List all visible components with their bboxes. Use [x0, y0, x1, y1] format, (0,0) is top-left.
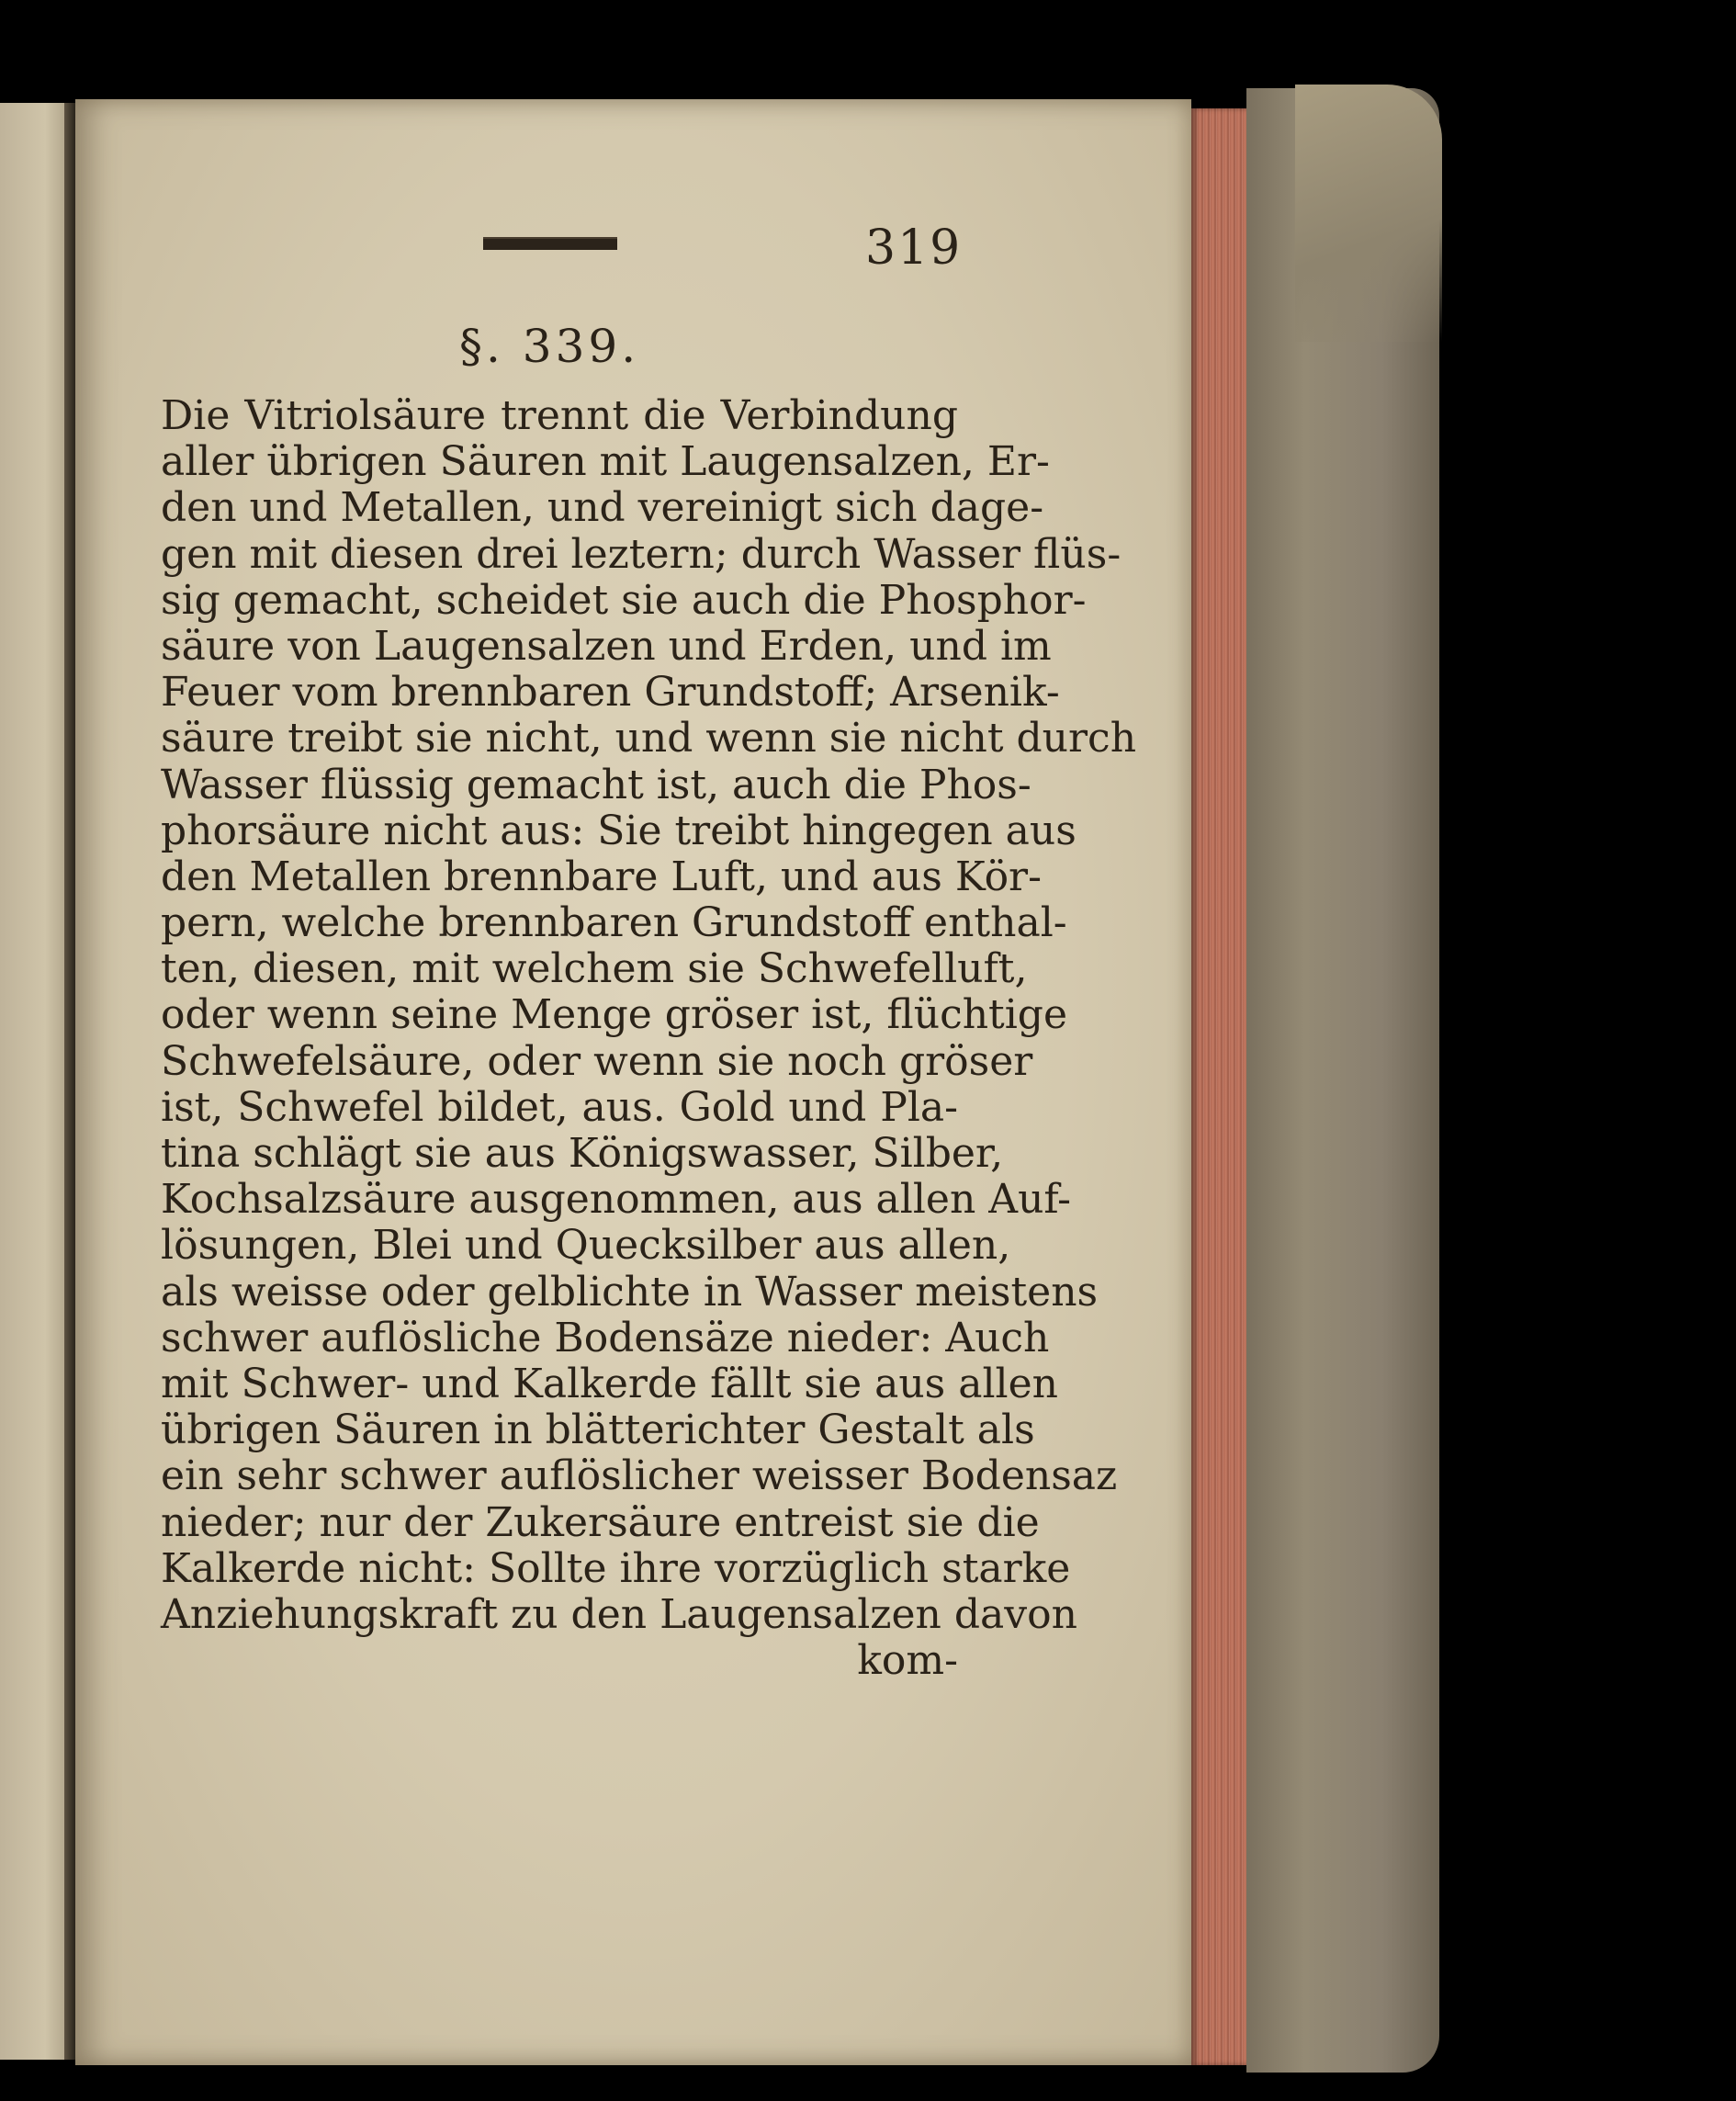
text-line: oder wenn seine Menge gröser ist, flüchtige [161, 991, 1068, 1039]
section-heading: §. 339. [459, 320, 640, 373]
text-line: aller übrigen Säuren mit Laugensalzen, Er- [161, 438, 1050, 486]
text-line: gen mit diesen drei leztern; durch Wasser flüs- [161, 530, 1122, 578]
text-line: lösungen, Blei und Quecksilber aus allen, [161, 1222, 1011, 1270]
text-line: ein sehr schwer auflöslicher weisser Bodensaz [161, 1452, 1118, 1500]
text-line: Die Vitriolsäure trennt die Verbindung [161, 392, 958, 439]
body-text [161, 392, 1137, 1685]
text-line: als weisse oder gelblichte in Wasser meistens [161, 1268, 1099, 1316]
text-line: Kalkerde nicht: Sollte ihre vorzüglich starke [161, 1544, 1071, 1592]
text-line: pern, welche brennbaren Grundstoff enthal- [161, 899, 1067, 947]
text-line: sig gemacht, scheidet sie auch die Phosphor- [161, 576, 1087, 624]
text-line: Wasser flüssig gemacht ist, auch die Phos- [161, 761, 1031, 808]
red-stained-fore-edge [1191, 108, 1246, 2065]
catchword: kom- [857, 1637, 958, 1685]
text-line: Kochsalzsäure ausgenommen, aus allen Auf- [161, 1176, 1071, 1224]
text-line: tina schlägt sie aus Königswasser, Silber, [161, 1130, 1004, 1177]
text-line: Schwefelsäure, oder wenn sie noch gröser [161, 1037, 1033, 1085]
worn-cover-corner [1295, 85, 1442, 342]
text-line: den Metallen brennbare Luft, und aus Kör- [161, 853, 1042, 900]
text-line: schwer auflösliche Bodensäze nieder: Auch [161, 1314, 1050, 1361]
header-rule [483, 237, 617, 250]
page-number: 319 [865, 220, 963, 276]
text-line: nieder; nur der Zukersäure entreist sie die [161, 1498, 1040, 1546]
book-cover-edge [1246, 88, 1439, 2073]
text-line: säure treibt sie nicht, und wenn sie nicht durch [161, 715, 1137, 762]
text-line: den und Metallen, und vereinigt sich dage- [161, 484, 1044, 532]
text-line: Anziehungskraft zu den Laugensalzen davon [161, 1590, 1077, 1638]
text-line: mit Schwer- und Kalkerde fällt sie aus allen [161, 1360, 1059, 1407]
text-line: säure von Laugensalzen und Erden, und im [161, 622, 1052, 670]
text-line: übrigen Säuren in blätterichter Gestalt als [161, 1406, 1035, 1454]
text-line: Feuer vom brennbaren Grundstoff; Arsenik- [161, 669, 1060, 717]
text-line: phorsäure nicht aus: Sie treibt hingegen aus [161, 807, 1077, 854]
text-line: ist, Schwefel bildet, aus. Gold und Pla- [161, 1083, 958, 1131]
text-line: ten, diesen, mit welchem sie Schwefelluft, [161, 945, 1028, 993]
